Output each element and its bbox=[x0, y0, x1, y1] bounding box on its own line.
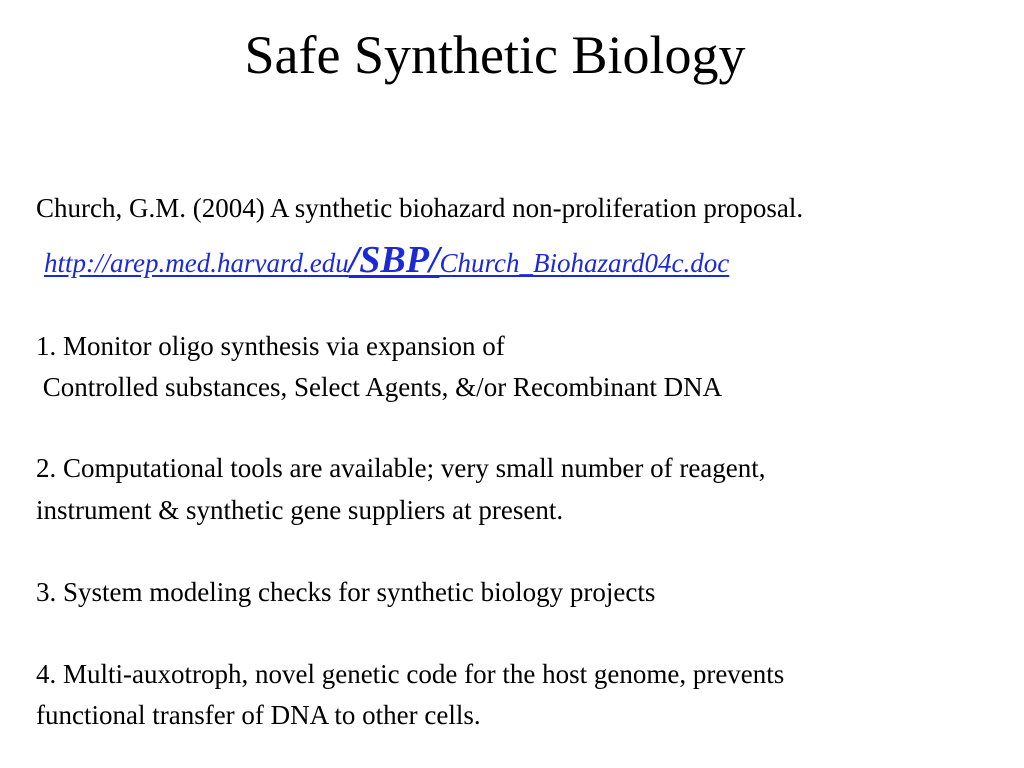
point-4-line-2: functional transfer of DNA to other cells. bbox=[36, 700, 481, 730]
point-2-line-1: 2. Computational tools are available; very small number of reagent, bbox=[36, 453, 766, 483]
point-1-line-1: 1. Monitor oligo synthesis via expansion of bbox=[36, 331, 505, 361]
point-3-line-1: 3. System modeling checks for synthetic biology projects bbox=[36, 577, 656, 607]
citation-link[interactable] bbox=[44, 239, 1019, 281]
point-4-line-1: 4. Multi-auxotroph, novel genetic code for the host genome, prevents bbox=[36, 659, 785, 689]
slide-title: Safe Synthetic Biology bbox=[244, 25, 746, 85]
point-2-line-2: instrument & synthetic gene suppliers at present. bbox=[36, 495, 564, 525]
citation-link-file[interactable]: Church_Biohazard04c.doc bbox=[439, 248, 730, 278]
point-1-line-2: Controlled substances, Select Agents, &/or Recombinant DNA bbox=[36, 372, 723, 402]
citation-text: Church, G.M. (2004) A synthetic biohazard non-proliferation proposal. bbox=[36, 193, 804, 223]
citation-link-domain[interactable]: http://arep.med.harvard.edu bbox=[44, 248, 349, 278]
citation-link-path[interactable]: /SBP/ bbox=[348, 239, 440, 281]
